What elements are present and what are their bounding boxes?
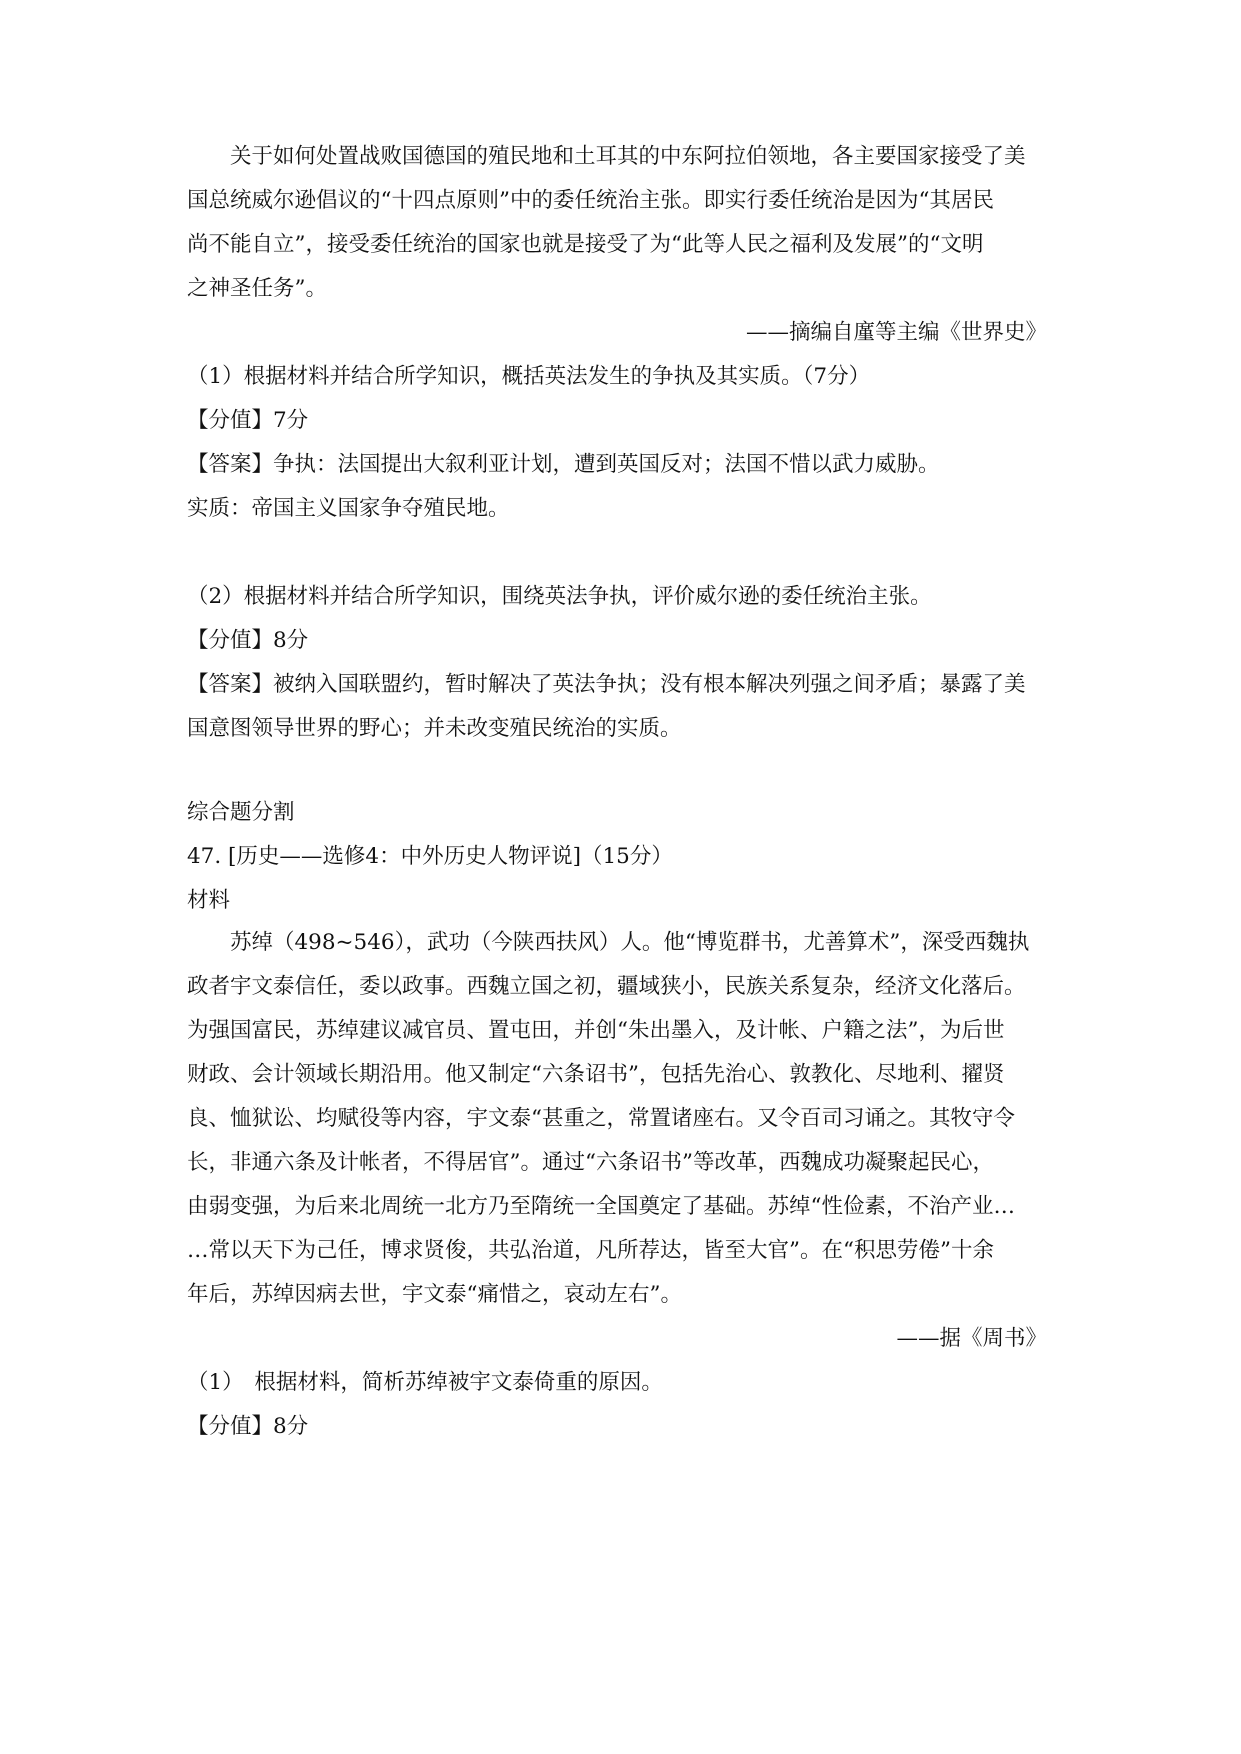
q47-source: ——据《周书》 [896,1326,1047,1351]
q47-line-7: 由弱变强，为后来北周统一北方乃至隋统一全国奠定了基础。苏绰“性俭素，不治产业… [187,1194,1015,1219]
q47-sub1-question: （1） 根据材料，简析苏绰被宇文泰倚重的原因。 [187,1370,663,1395]
q47-line-9: 年后，苏绰因病去世，宇文泰“痛惜之，哀动左右”。 [187,1282,682,1307]
q2-score: 【分值】8分 [187,628,309,653]
q2-question: （2）根据材料并结合所学知识，围绕英法争执，评价威尔逊的委任统治主张。 [187,584,932,609]
passage1-line-3: 尚不能自立”，接受委任统治的国家也就是接受了为“此等人民之福利及发展”的“文明 [187,232,984,257]
q47-line-4: 财政、会计领域长期沿用。他又制定“六条诏书”，包括先治心、敦教化、尽地利、擢贤 [187,1062,1005,1087]
q47-sub1-score: 【分值】8分 [187,1414,309,1439]
q2-answer-line-2: 国意图领导世界的野心；并未改变殖民统治的实质。 [187,716,682,741]
passage1-source: ——摘编自廑等主编《世界史》 [745,320,1047,345]
passage1-line-1: 关于如何处置战败国德国的殖民地和土耳其的中东阿拉伯领地，各主要国家接受了美 [230,144,1026,169]
q1-answer-line-2: 实质：帝国主义国家争夺殖民地。 [187,496,510,521]
q47-line-3: 为强国富民，苏绰建议减官员、置屯田，并创“朱出墨入，及计帐、户籍之法”，为后世 [187,1018,1005,1043]
q47-line-6: 长，非通六条及计帐者，不得居官”。通过“六条诏书”等改革，西魏成功凝聚起民心， [187,1150,994,1175]
passage1-line-2: 国总统威尔逊倡议的“十四点原则”中的委任统治主张。即实行委任统治是因为“其居民 [187,188,994,213]
q47-line-8: …常以天下为己任，博求贤俊，共弘治道，凡所荐达，皆至大官”。在“积思劳倦”十余 [187,1238,994,1263]
q47-line-1: 苏绰（498~546），武功（今陕西扶风）人。他“博览群书，尤善算术”，深受西魏执 [230,930,1030,955]
q1-score: 【分值】7分 [187,408,309,433]
q1-answer-line-1: 【答案】争执：法国提出大叙利亚计划，遭到英国反对；法国不惜以武力威胁。 [187,452,940,477]
q47-material-label: 材料 [187,888,231,913]
q47-line-5: 良、恤狱讼、均赋役等内容，宇文泰“甚重之，常置诸座右。又令百司习诵之。其牧守令 [187,1106,1015,1131]
q1-question: （1）根据材料并结合所学知识，概括英法发生的争执及其实质。（7分） [187,364,871,389]
section-divider-label: 综合题分割 [187,800,295,825]
q47-title: 47. [历史——选修4：中外历史人物评说]（15分） [187,844,673,869]
q2-answer-line-1: 【答案】被纳入国联盟约，暂时解决了英法争执；没有根本解决列强之间矛盾；暴露了美 [187,672,1026,697]
passage1-line-4: 之神圣任务”。 [187,276,327,301]
q47-line-2: 政者宇文泰信任，委以政事。西魏立国之初，疆域狭小，民族关系复杂，经济文化落后。 [187,974,1026,999]
